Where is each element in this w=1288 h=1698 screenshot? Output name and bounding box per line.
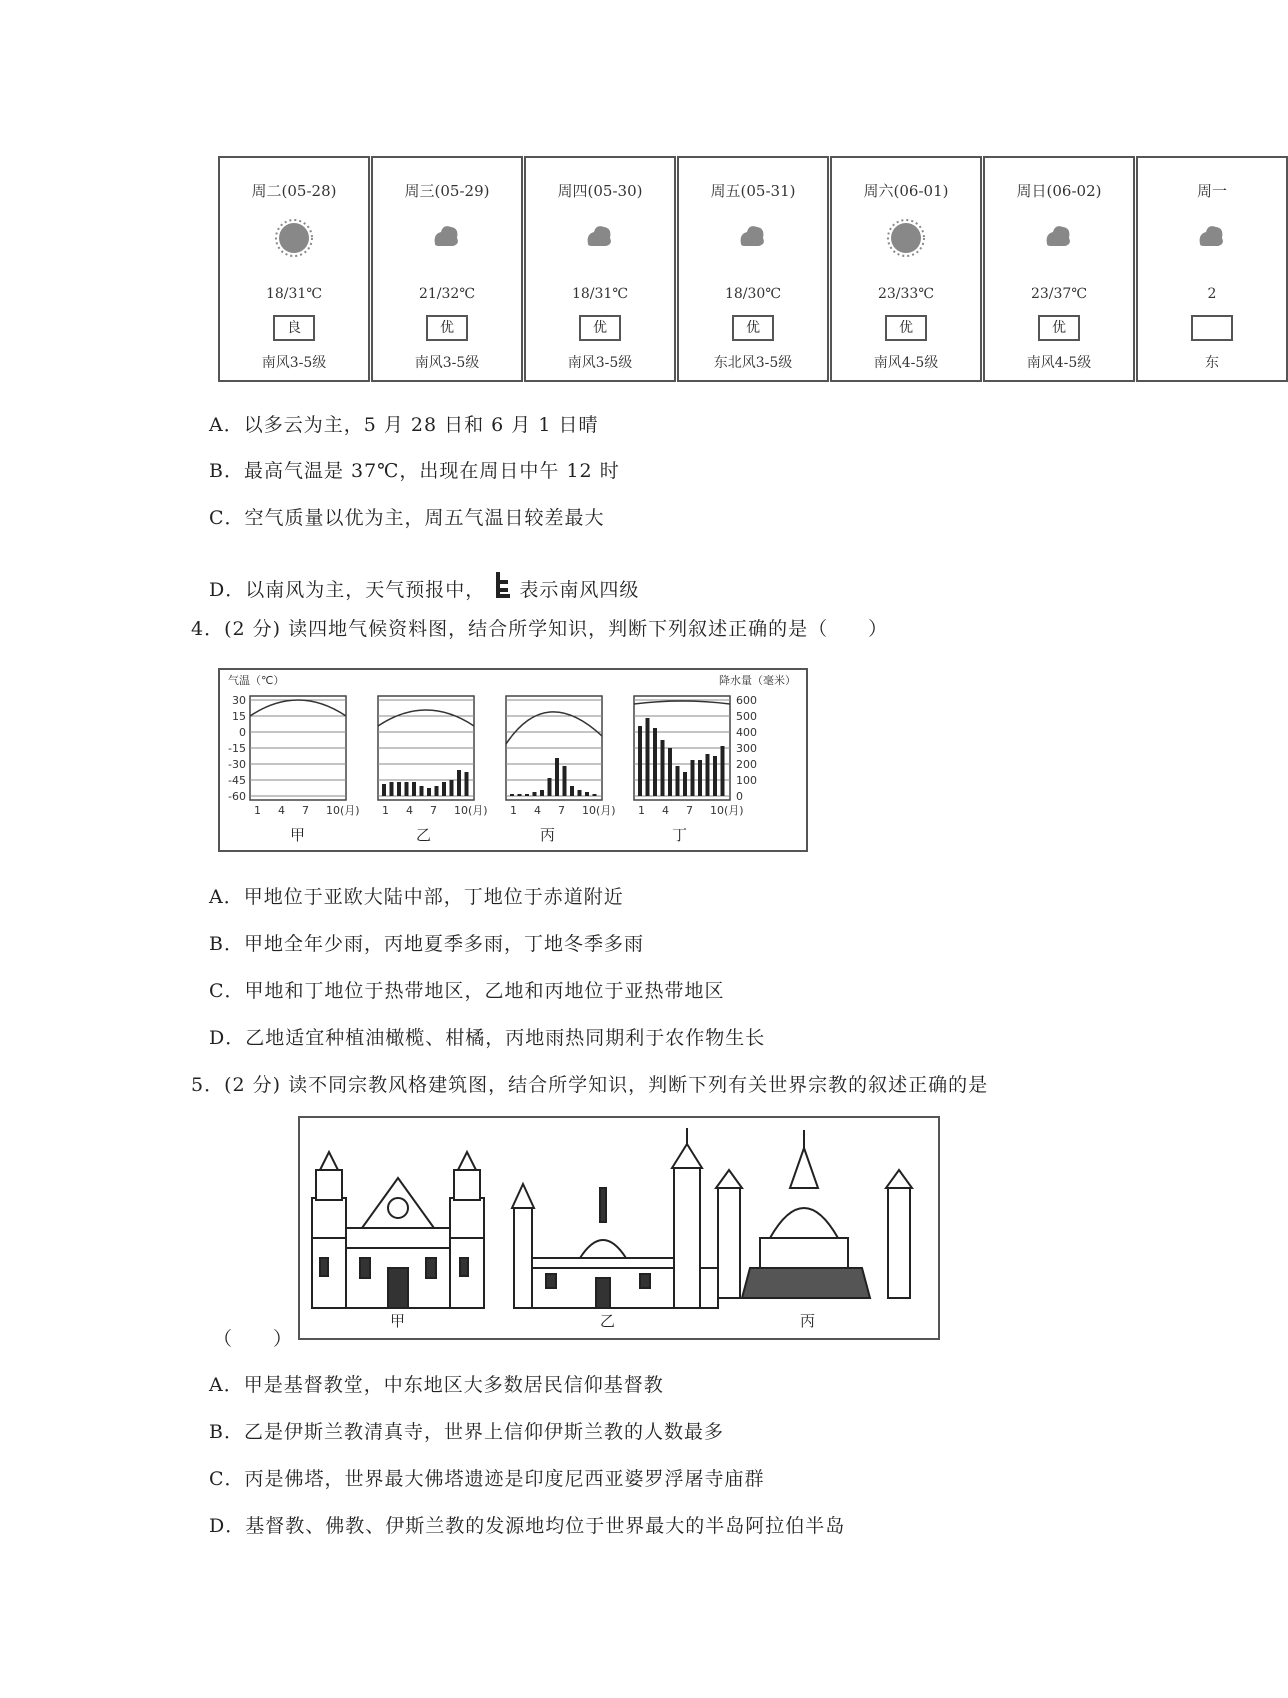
precipitation-bar	[653, 728, 657, 796]
q5-option-a: A．甲是基督教堂，中东地区大多数居民信仰基督教	[209, 1374, 664, 1396]
month-tick: 10(月)	[454, 804, 488, 817]
precip-tick: 100	[736, 774, 757, 787]
mosque-illustration	[512, 1128, 718, 1308]
precip-tick: 300	[736, 742, 757, 755]
precipitation-bar	[412, 782, 416, 796]
forecast-wind: 南风3-5级	[261, 355, 327, 371]
temperature-curve	[378, 710, 474, 726]
precipitation-bar	[691, 760, 695, 796]
forecast-day	[524, 156, 676, 382]
precipitation-bar	[427, 788, 431, 796]
q5-option-b: B．乙是伊斯兰教清真寺，世界上信仰伊斯兰教的人数最多	[209, 1421, 724, 1443]
precipitation-bar	[676, 766, 680, 796]
month-tick: 4	[278, 804, 285, 817]
precip-tick: 200	[736, 758, 757, 771]
precipitation-bar	[661, 740, 665, 796]
forecast-temp: 18/30℃	[724, 286, 781, 302]
temp-tick: 0	[239, 726, 246, 739]
precipitation-bar	[450, 780, 454, 796]
temp-tick: 15	[232, 710, 246, 723]
precip-tick: 600	[736, 694, 757, 707]
forecast-date: 周五(05-31)	[710, 182, 796, 200]
weather-forecast-strip	[218, 156, 1227, 384]
forecast-temp: 18/31℃	[571, 286, 628, 302]
month-tick: 7	[686, 804, 693, 817]
precipitation-bar	[713, 756, 717, 796]
sunny-icon	[886, 218, 926, 262]
precipitation-bar	[563, 766, 567, 796]
figure-label-bing: 丙	[800, 1312, 816, 1330]
month-tick: 4	[534, 804, 541, 817]
climate-panel-label: 乙	[416, 826, 432, 844]
temp-tick: -60	[228, 790, 246, 803]
church-illustration	[312, 1152, 484, 1308]
q3-option-b: B．最高气温是 37℃，出现在周日中午 12 时	[209, 460, 620, 482]
precipitation-bar	[646, 718, 650, 796]
precip-tick: 500	[736, 710, 757, 723]
cloudy-icon	[1039, 218, 1079, 262]
forecast-day	[371, 156, 523, 382]
precipitation-bar	[593, 794, 597, 796]
precip-tick: 0	[736, 790, 743, 803]
air-quality-badge: 优	[1038, 315, 1080, 341]
precipitation-bar	[420, 786, 424, 796]
precipitation-bar	[548, 778, 552, 796]
month-tick: 10(月)	[326, 804, 360, 817]
month-tick: 4	[662, 804, 669, 817]
month-tick: 7	[302, 804, 309, 817]
air-quality-badge: 优	[426, 315, 468, 341]
precip-axis-title: 降水量（毫米）	[719, 674, 796, 687]
precipitation-bar	[578, 790, 582, 796]
temp-tick: 30	[232, 694, 246, 707]
q3-option-a: A．以多云为主，5 月 28 日和 6 月 1 日晴	[209, 414, 599, 436]
forecast-day	[1136, 156, 1288, 382]
month-tick: 10(月)	[582, 804, 616, 817]
precipitation-bar	[698, 760, 702, 796]
forecast-date: 周三(05-29)	[404, 182, 490, 200]
month-tick: 4	[406, 804, 413, 817]
forecast-date: 周日(06-02)	[1016, 182, 1102, 200]
precipitation-bar	[405, 782, 409, 796]
air-quality-badge: 良	[273, 315, 315, 341]
q3-option-c: C．空气质量以优为主，周五气温日较差最大	[209, 507, 605, 529]
q4-option-a: A．甲地位于亚欧大陆中部，丁地位于赤道附近	[209, 886, 624, 908]
q5-option-c: C．丙是佛塔，世界最大佛塔遗迹是印度尼西亚婆罗浮屠寺庙群	[209, 1468, 765, 1490]
forecast-day	[677, 156, 829, 382]
q3-option-d-text: D．以南风为主，天气预报中，	[209, 579, 486, 601]
precipitation-bar	[397, 782, 401, 796]
month-tick: 1	[510, 804, 517, 817]
cloudy-icon	[427, 218, 467, 262]
q5-option-d: D．基督教、佛教、伊斯兰教的发源地均位于世界最大的半岛阿拉伯半岛	[209, 1515, 846, 1537]
precipitation-bar	[510, 794, 514, 796]
temp-tick: -45	[228, 774, 246, 787]
precipitation-bar	[533, 792, 537, 796]
air-quality-badge: 优	[732, 315, 774, 341]
temp-tick: -30	[228, 758, 246, 771]
precipitation-bar	[585, 792, 589, 796]
forecast-day	[983, 156, 1135, 382]
forecast-wind: 南风4-5级	[873, 355, 939, 371]
precipitation-bar	[706, 754, 710, 796]
wind-barb-icon	[492, 570, 512, 600]
month-tick: 7	[430, 804, 437, 817]
precipitation-bar	[518, 794, 522, 796]
temperature-curve	[634, 701, 730, 704]
month-tick: 1	[382, 804, 389, 817]
month-tick: 10(月)	[710, 804, 744, 817]
q4-option-d: D．乙地适宜种植油橄榄、柑橘，丙地雨热同期利于农作物生长	[209, 1027, 766, 1049]
temp-axis-title: 气温（℃）	[228, 674, 285, 687]
forecast-day	[830, 156, 982, 382]
forecast-wind: 南风3-5级	[414, 355, 480, 371]
temperature-curve	[250, 700, 346, 716]
sunny-icon	[274, 218, 314, 262]
figure-label-jia: 甲	[390, 1312, 406, 1330]
month-tick: 7	[558, 804, 565, 817]
cloudy-icon	[1192, 218, 1232, 262]
precipitation-bar	[382, 784, 386, 796]
temp-tick: -15	[228, 742, 246, 755]
climate-panel-label: 丙	[540, 826, 556, 844]
pagoda-illustration	[716, 1130, 912, 1298]
forecast-temp: 21/32℃	[418, 286, 475, 302]
climate-panel-label: 甲	[290, 826, 306, 844]
month-tick: 1	[638, 804, 645, 817]
q5-paren: （ ）	[213, 1328, 294, 1350]
air-quality-badge: 优	[579, 315, 621, 341]
forecast-date: 周一	[1196, 182, 1227, 200]
forecast-wind: 南风4-5级	[1026, 355, 1092, 371]
precipitation-bar	[638, 726, 642, 796]
precipitation-bar	[465, 772, 469, 796]
precipitation-bar	[435, 786, 439, 796]
religious-buildings-figure	[298, 1116, 940, 1340]
precipitation-bar	[525, 794, 529, 796]
climate-chart-figure	[218, 668, 808, 852]
climate-panel-label: 丁	[672, 826, 688, 844]
month-tick: 1	[254, 804, 261, 817]
forecast-temp: 2	[1207, 286, 1217, 302]
precipitation-bar	[555, 758, 559, 796]
figure-label-yi: 乙	[600, 1312, 616, 1330]
temperature-curve	[506, 712, 602, 744]
forecast-temp: 23/37℃	[1030, 286, 1087, 302]
forecast-wind: 东北风3-5级	[713, 355, 793, 371]
precipitation-bar	[390, 782, 394, 796]
forecast-temp: 23/33℃	[877, 286, 934, 302]
forecast-wind: 东	[1205, 355, 1219, 371]
precip-tick: 400	[736, 726, 757, 739]
precipitation-bar	[668, 748, 672, 796]
air-quality-badge: 优	[885, 315, 927, 341]
q3-option-d-text-end: 表示南风四级	[519, 579, 640, 601]
forecast-date: 周六(06-01)	[863, 182, 949, 200]
q5-stem: 5．(2 分) 读不同宗教风格建筑图，结合所学知识，判断下列有关世界宗教的叙述正确的是	[191, 1074, 989, 1096]
cloudy-icon	[733, 218, 773, 262]
forecast-date: 周二(05-28)	[251, 182, 337, 200]
precipitation-bar	[457, 770, 461, 796]
q4-option-b: B．甲地全年少雨，丙地夏季多雨，丁地冬季多雨	[209, 933, 644, 955]
q3-option-d	[209, 570, 639, 602]
precipitation-bar	[442, 782, 446, 796]
forecast-temp: 18/31℃	[265, 286, 322, 302]
forecast-wind: 南风3-5级	[567, 355, 633, 371]
air-quality-badge	[1191, 315, 1233, 341]
q4-option-c: C．甲地和丁地位于热带地区，乙地和丙地位于亚热带地区	[209, 980, 725, 1002]
cloudy-icon	[580, 218, 620, 262]
q4-stem: 4．(2 分) 读四地气候资料图，结合所学知识，判断下列叙述正确的是（ ）	[191, 618, 889, 640]
precipitation-bar	[683, 772, 687, 796]
precipitation-bar	[540, 790, 544, 796]
precipitation-bar	[721, 746, 725, 796]
forecast-day	[218, 156, 370, 382]
precipitation-bar	[570, 786, 574, 796]
forecast-date: 周四(05-30)	[557, 182, 643, 200]
